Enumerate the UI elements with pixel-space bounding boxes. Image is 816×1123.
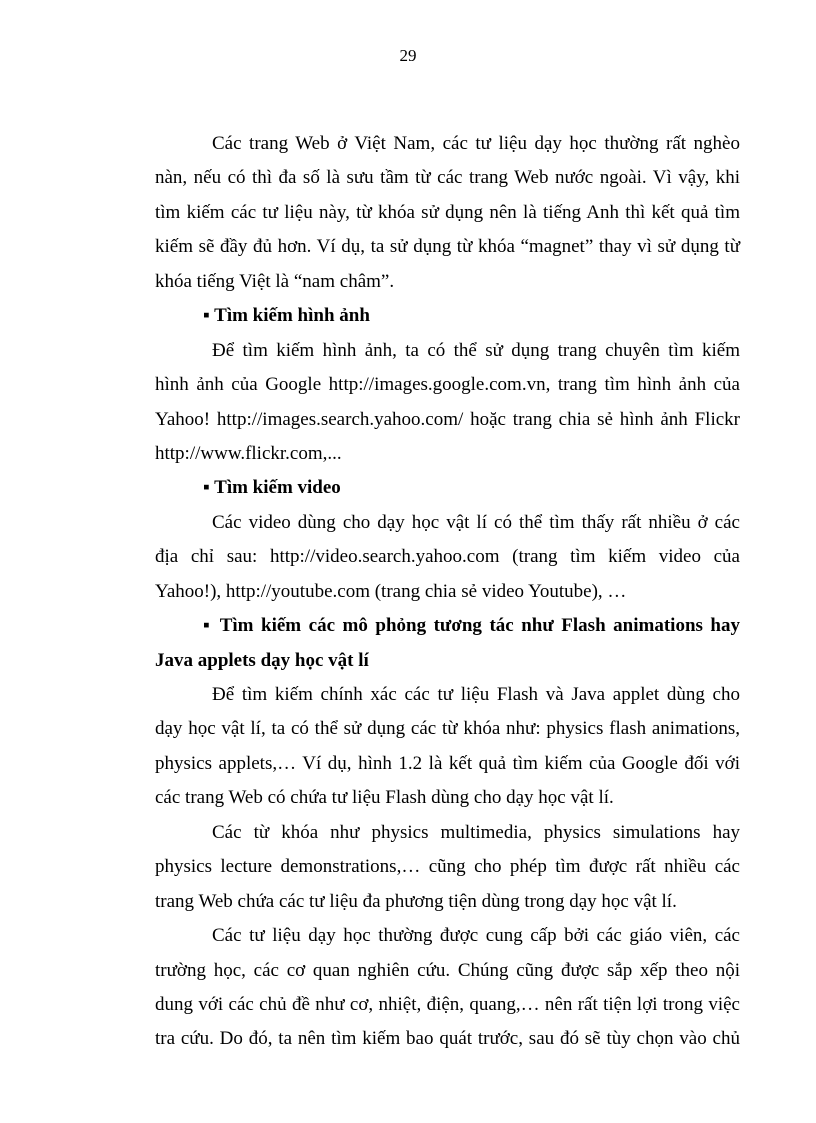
section-heading-line: ▪ Tìm kiếm hình ảnh [203, 305, 370, 327]
text-line: Yahoo!), http://youtube.com (trang chia sẻ video Youtube), … [155, 580, 627, 602]
text-line: khóa tiếng Việt là “nam châm”. [155, 270, 395, 292]
text-line: physics lecture demonstrations,… cũng cho phép tìm được rất nhiều các [155, 856, 740, 878]
text-line: physics applets,… Ví dụ, hình 1.2 là kết quả tìm kiếm của Google đối với [155, 752, 740, 774]
text-line: Các từ khóa như physics multimedia, physics simulations hay [212, 821, 740, 843]
text-line: địa chỉ sau: http://video.search.yahoo.com (trang tìm kiếm video của [155, 546, 740, 568]
text-line: Để tìm kiếm hình ảnh, ta có thể sử dụng trang chuyên tìm kiếm [212, 339, 740, 361]
text-line: http://www.flickr.com,... [155, 442, 342, 464]
page-body [155, 127, 740, 1057]
text-line: trường học, các cơ quan nghiên cứu. Chúng cũng được sắp xếp theo nội [155, 959, 740, 981]
text-line: Các tư liệu dạy học thường được cung cấp bởi các giáo viên, các [212, 925, 740, 947]
section-heading-line: ▪ Tìm kiếm video [203, 477, 341, 499]
text-line: dung với các chủ đề như cơ, nhiệt, điện, quang,… nên rất tiện lợi trong việc [155, 993, 740, 1015]
text-line: tìm kiếm các tư liệu này, từ khóa sử dụng nên là tiếng Anh thì kết quả tìm [155, 201, 740, 223]
text-line: nàn, nếu có thì đa số là sưu tầm từ các trang Web nước ngoài. Vì vậy, khi [155, 167, 740, 189]
text-line: Các video dùng cho dạy học vật lí có thể tìm thấy rất nhiều ở các [212, 511, 740, 533]
text-line: trang Web chứa các tư liệu đa phương tiện dùng trong dạy học vật lí. [155, 890, 677, 912]
section-heading-line: Java applets dạy học vật lí [155, 649, 369, 671]
text-line: tra cứu. Do đó, ta nên tìm kiếm bao quát trước, sau đó sẽ tùy chọn vào chủ [155, 1028, 740, 1050]
page-number: 29 [399, 46, 417, 65]
text-line: các trang Web có chứa tư liệu Flash dùng cho dạy học vật lí. [155, 787, 614, 809]
text-line: Các trang Web ở Việt Nam, các tư liệu dạy học thường rất nghèo [212, 133, 740, 154]
text-line: hình ảnh của Google http://images.google.com.vn, trang tìm hình ảnh của [155, 374, 740, 396]
text-line: Để tìm kiếm chính xác các tư liệu Flash và Java applet dùng cho [212, 684, 740, 705]
text-line: Yahoo! http://images.search.yahoo.com/ hoặc trang chia sẻ hình ảnh Flickr [155, 408, 740, 430]
text-line: kiếm sẽ đầy đủ hơn. Ví dụ, ta sử dụng từ khóa “magnet” thay vì sử dụng từ [155, 236, 740, 258]
section-heading-line: ▪ Tìm kiếm các mô phỏng tương tác như Flash animations hay [203, 615, 740, 637]
text-line: dạy học vật lí, ta có thể sử dụng các từ khóa như: physics flash animations, [155, 718, 740, 740]
